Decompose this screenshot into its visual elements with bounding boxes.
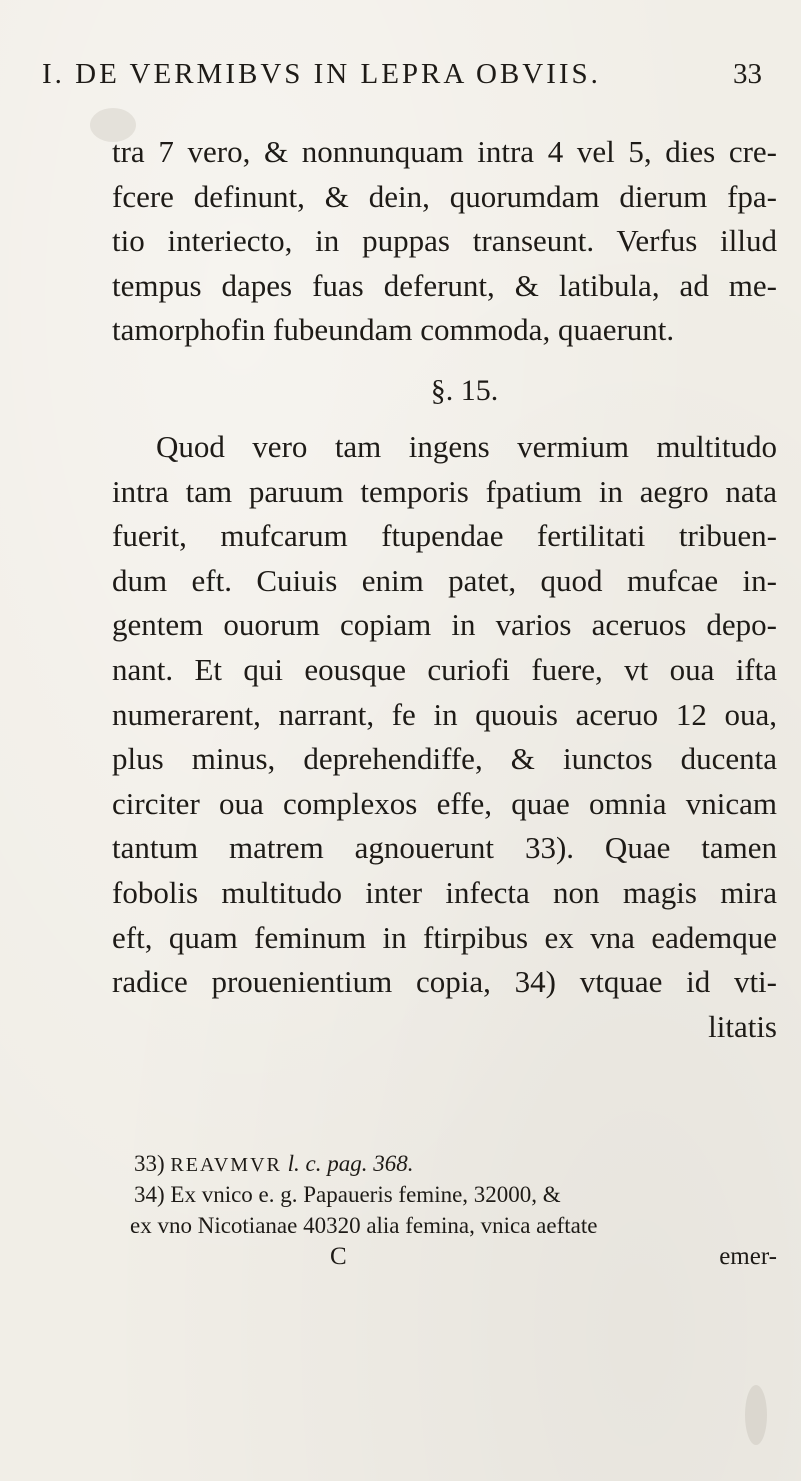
running-header: [42, 58, 762, 98]
text-line: tempus dapes fuas deferunt, & latibula, ad me-: [112, 267, 777, 303]
text-line: fobolis multitudo inter infecta non magis mira: [112, 874, 777, 910]
footnote-34-line: ex vno Nicotianae 40320 alia femina, vnica aeftate: [130, 1213, 598, 1238]
text-line: fcere definunt, & dein, quorumdam dierum fpa-: [112, 178, 777, 214]
text-line: nant. Et qui eousque curiofi fuere, vt oua ifta: [112, 651, 777, 687]
signature-mark: C: [330, 1243, 347, 1270]
footnote-33-mark: 33): [134, 1151, 165, 1176]
text-line: fuerit, mufcarum ftupendae fertilitati tribuen-: [112, 518, 777, 554]
catchword: emer-: [719, 1243, 777, 1270]
text-line: tantum matrem agnouerunt 33). Quae tamen: [112, 830, 777, 866]
paper-stain: [745, 1385, 767, 1445]
footnote-33-author: REAVMVR: [170, 1154, 282, 1176]
text-line: eft, quam feminum in ftirpibus ex vna eademque: [112, 919, 777, 955]
text-line: tra 7 vero, & nonnunquam intra 4 vel 5, dies cre-: [112, 134, 777, 169]
footnote-33: [134, 1148, 777, 1179]
text-line: circiter oua complexos effe, quae omnia vnicam: [112, 785, 777, 821]
text-line: Quod vero tam ingens vermium multitudo: [156, 428, 777, 464]
text-line: dum eft. Cuiuis enim patet, quod mufcae in-: [112, 562, 777, 598]
text-line: intra tam paruum temporis fpatium in aegro nata: [112, 473, 777, 509]
text-line: plus minus, deprehendiffe, & iunctos ducenta: [112, 741, 777, 777]
page-number: 33: [733, 58, 762, 90]
footnote-34-line: 34) Ex vnico e. g. Papaueris femine, 32000, &: [134, 1182, 561, 1207]
footnotes: [130, 1148, 777, 1275]
text-line: radice prouenientium copia, 34) vtquae id vti-: [112, 964, 777, 1000]
footnote-33-reference: l. c. pag. 368.: [287, 1151, 414, 1176]
text-line: gentem ouorum copiam in varios aceruos depo-: [112, 607, 777, 643]
running-title: I. DE VERMIBVS IN LEPRA OBVIIS.: [42, 58, 601, 90]
last-word-line: litatis: [708, 1008, 777, 1044]
main-text: [112, 130, 777, 1049]
section-heading: §. 15.: [430, 373, 499, 407]
text-line: numerarent, narrant, fe in quouis aceruo 12 oua,: [112, 696, 777, 732]
text-line: tio interiecto, in puppas transeunt. Verfus illud: [112, 223, 777, 259]
signature-line: [134, 1241, 777, 1275]
text-line: tamorphofin fubeundam commoda, quaerunt.: [112, 312, 675, 348]
